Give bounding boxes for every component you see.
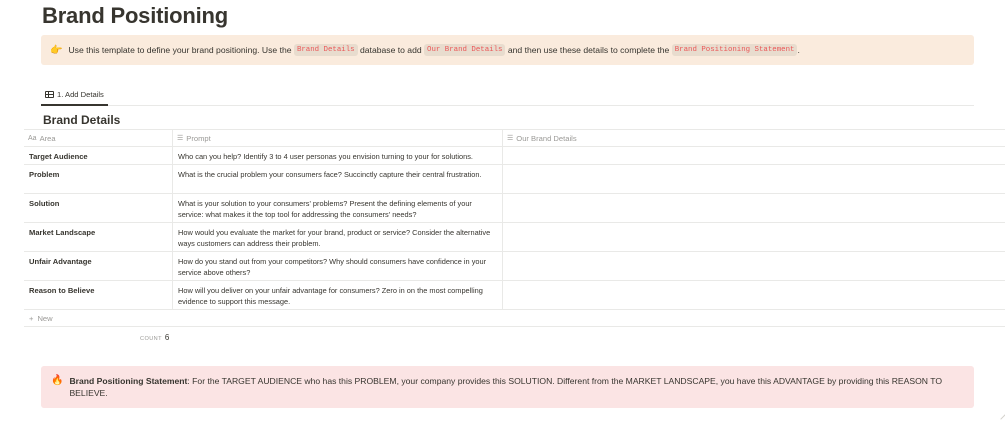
cell-area[interactable]: Reason to Believe xyxy=(24,281,173,309)
count-value: 6 xyxy=(164,333,170,342)
brand-details-table xyxy=(24,129,1005,327)
intro-callout xyxy=(41,35,974,65)
intro-text-1: Use this template to define your brand positioning. Use the xyxy=(68,45,292,55)
cell-details[interactable] xyxy=(503,223,1005,251)
cell-details[interactable] xyxy=(503,194,1005,222)
cell-area[interactable]: Target Audience xyxy=(24,147,173,164)
intro-text-4: . xyxy=(797,45,800,55)
intro-text-3: and then use these details to complete the xyxy=(507,45,670,55)
table-row[interactable] xyxy=(24,281,1005,310)
cell-prompt[interactable]: How would you evaluate the market for your brand, product or service? Consider the alternative ways customers can address their problem. xyxy=(173,223,503,251)
cell-details[interactable] xyxy=(503,165,1005,193)
cell-details[interactable] xyxy=(503,252,1005,280)
column-label: Prompt xyxy=(186,133,211,143)
column-header-prompt[interactable] xyxy=(173,130,503,146)
table-row[interactable] xyxy=(24,223,1005,252)
title-property-icon: Aa xyxy=(28,134,37,142)
table-row[interactable] xyxy=(24,165,1005,194)
database-title[interactable]: Brand Details xyxy=(43,113,121,127)
cell-area[interactable]: Problem xyxy=(24,165,173,193)
table-row[interactable] xyxy=(24,194,1005,223)
table-row[interactable] xyxy=(24,147,1005,165)
column-header-area[interactable] xyxy=(24,130,173,146)
count-label: COUNT xyxy=(140,336,162,342)
code-brand-positioning-statement: Brand Positioning Statement xyxy=(672,44,798,56)
cell-details[interactable] xyxy=(503,281,1005,309)
cell-prompt[interactable]: How do you stand out from your competitors? Why should consumers have confidence in your service above others? xyxy=(173,252,503,280)
cell-details[interactable] xyxy=(503,147,1005,164)
page-title: Brand Positioning xyxy=(42,3,229,28)
table-row[interactable] xyxy=(24,252,1005,281)
text-lines-icon: ☰ xyxy=(507,135,514,142)
fire-icon: 🔥 xyxy=(51,375,64,386)
row-count[interactable] xyxy=(140,333,169,342)
new-label: New xyxy=(37,313,53,323)
column-label: Area xyxy=(39,133,56,143)
resize-handle[interactable] xyxy=(995,408,1005,419)
tab-add-details[interactable] xyxy=(41,86,108,106)
statement-text xyxy=(69,375,964,408)
cell-area[interactable]: Market Landscape xyxy=(24,223,173,251)
cell-prompt[interactable]: What is your solution to your consumers' problems? Present the defining elements of your service: what makes it the top tool for addressing the consumers' needs? xyxy=(173,194,503,222)
statement-title: Brand Positioning Statement xyxy=(69,376,188,386)
cell-prompt[interactable]: How will you deliver on your unfair advantage for consumers? Zero in on the most compelling evidence to support this message. xyxy=(173,281,503,309)
cell-prompt[interactable]: Who can you help? Identify 3 to 4 user personas you envision turning to your for solutions. xyxy=(173,147,503,164)
code-brand-details: Brand Details xyxy=(294,44,358,56)
text-lines-icon: ☰ xyxy=(177,135,184,142)
code-our-brand-details: Our Brand Details xyxy=(424,44,505,56)
view-tabs xyxy=(41,86,974,106)
statement-callout xyxy=(41,366,974,408)
statement-body: : For the TARGET AUDIENCE who has this PROBLEM, your company provides this SOLUTION. Different from the MARKET LANDSCAPE, you have this ADVANTAGE by providing this REASON TO BELIEVE. xyxy=(69,376,943,398)
cell-area[interactable]: Solution xyxy=(24,194,173,222)
add-new-row-button[interactable] xyxy=(24,310,1005,327)
plus-icon: + xyxy=(29,313,34,323)
intro-text-2: database to add xyxy=(360,45,422,55)
table-header xyxy=(24,129,1005,147)
table-icon xyxy=(45,91,54,98)
cell-prompt[interactable]: What is the crucial problem your consumers face? Succinctly capture their central frustration. xyxy=(173,165,503,193)
column-label: Our Brand Details xyxy=(516,133,577,143)
pointing-hand-icon: 👉 xyxy=(50,44,63,56)
column-header-our-brand-details[interactable] xyxy=(503,130,1005,146)
tab-label: 1. Add Details xyxy=(57,90,104,99)
cell-area[interactable]: Unfair Advantage xyxy=(24,252,173,280)
